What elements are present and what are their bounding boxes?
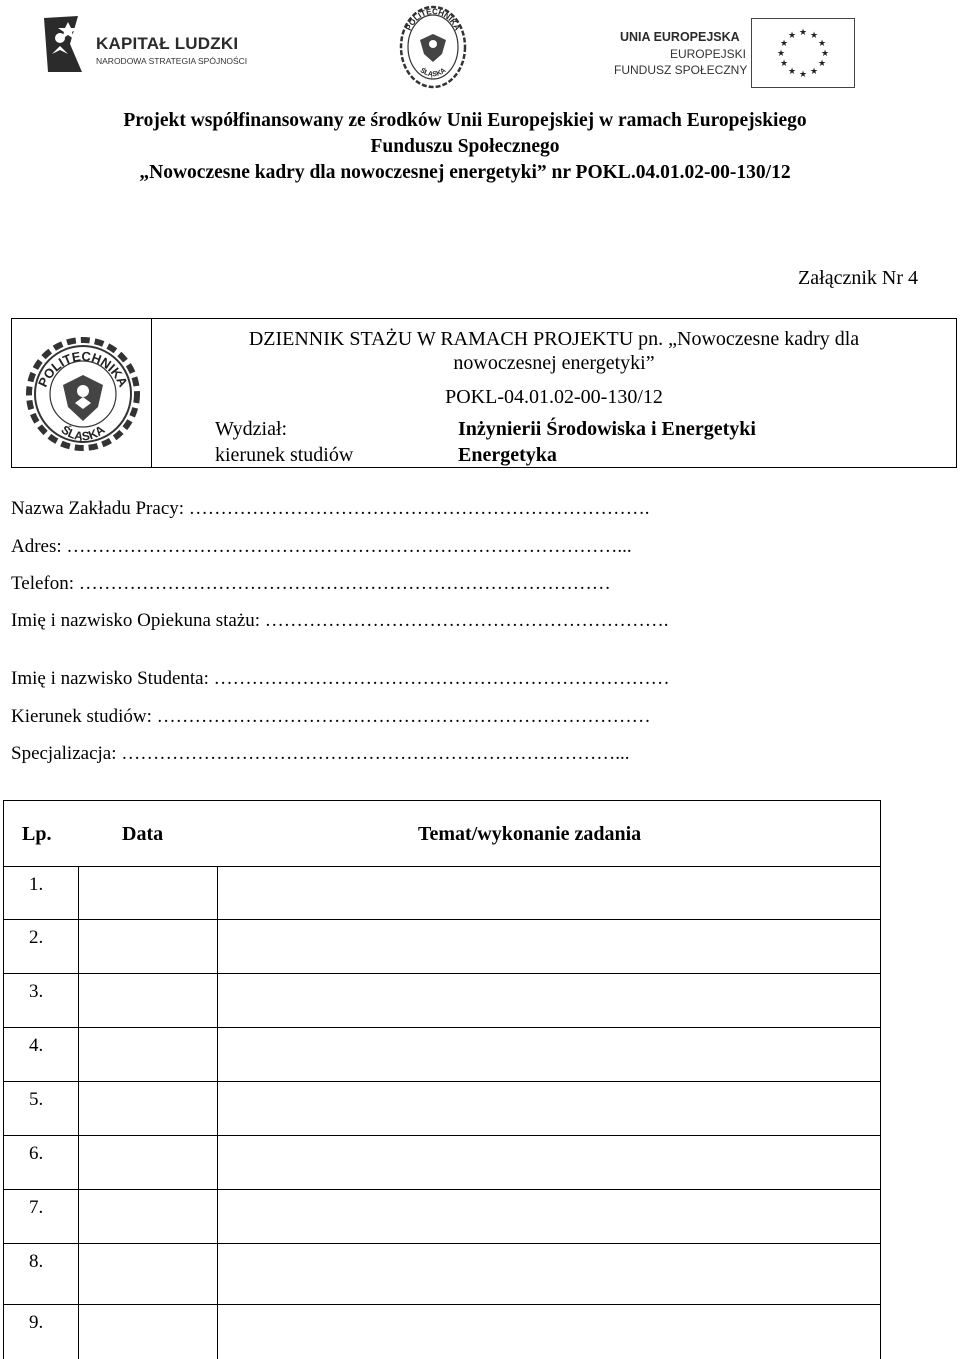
politechnika-seal-icon	[398, 4, 468, 90]
politechnika-logo-header	[398, 4, 468, 90]
svg-text:★: ★	[820, 49, 830, 59]
tasks-col-divider-1	[78, 867, 79, 1359]
attachment-label: Załącznik Nr 4	[798, 267, 918, 289]
faculty-label: Wydział:	[215, 418, 288, 440]
table-row-number: 8.	[29, 1251, 44, 1272]
project-heading-line2: Funduszu Społecznego	[370, 136, 560, 157]
tasks-col-divider-2	[217, 867, 218, 1359]
kapital-ludzki-subtitle: NARODOWA STRATEGIA SPÓJNOŚCI	[96, 56, 248, 66]
table-row-line	[4, 1135, 880, 1136]
table-row-number: 5.	[29, 1089, 44, 1110]
table-row-line	[4, 1243, 880, 1244]
table-row-number: 7.	[29, 1197, 44, 1218]
eu-flag-icon	[751, 18, 855, 88]
ue-line3: FUNDUSZ SPOŁECZNY	[614, 63, 748, 77]
ue-line2: EUROPEJSKI	[669, 47, 746, 61]
phone-field[interactable]: Telefon: …………………………………………………………………………	[11, 573, 611, 594]
svg-text:★: ★	[779, 59, 789, 69]
table-row-line	[4, 1027, 880, 1028]
course-field[interactable]: Kierunek studiów: ……………………………………………………………………	[11, 706, 651, 727]
col-header-lp: Lp.	[22, 823, 52, 845]
svg-text:ŚLĄSKA: ŚLĄSKA	[418, 67, 448, 79]
student-name-field[interactable]: Imię i nazwisko Studenta: ………………………………………………………………	[11, 668, 670, 689]
svg-text:★: ★	[787, 67, 797, 77]
tasks-header-separator	[4, 866, 880, 867]
svg-text:★: ★	[787, 31, 797, 41]
unia-europejska-logo	[612, 18, 858, 90]
svg-text:★: ★	[776, 49, 786, 59]
col-header-date: Data	[122, 823, 164, 845]
supervisor-name-field[interactable]: Imię i nazwisko Opiekuna stażu: ……………………………………………………….	[11, 610, 669, 631]
diary-project-code: POKL-04.01.02-00-130/12	[445, 386, 663, 408]
table-row-line	[4, 1081, 880, 1082]
svg-text:★: ★	[817, 39, 827, 49]
svg-text:★: ★	[809, 67, 819, 77]
diary-header-table	[11, 318, 957, 468]
field-of-study-label: kierunek studiów	[215, 444, 354, 466]
table-row-number: 6.	[29, 1143, 44, 1164]
field-of-study-value: Energetyka	[458, 444, 557, 466]
svg-text:★: ★	[779, 39, 789, 49]
table-row-number: 1.	[29, 874, 44, 895]
svg-text:★: ★	[809, 31, 819, 41]
politechnika-logo-table	[26, 333, 140, 455]
svg-text:ŚLĄSKA: ŚLĄSKA	[58, 422, 108, 444]
project-heading-line1: Projekt współfinansowany ze środków Unii Europejskiej w ramach Europejskiego	[123, 110, 807, 131]
specialization-field[interactable]: Specjalizacja: ……………………………………………………………………...	[11, 743, 630, 764]
politechnika-gear-seal-icon	[26, 333, 140, 455]
table-row-line	[4, 919, 880, 920]
table-row-line	[4, 1189, 880, 1190]
svg-text:POLITECHNIKA: POLITECHNIKA	[35, 348, 131, 390]
diary-title-line2: nowoczesnej energetyki”	[453, 352, 655, 374]
table-row-line	[4, 1304, 880, 1305]
kapital-ludzki-logo	[38, 14, 248, 74]
kapital-ludzki-name: KAPITAŁ LUDZKI	[96, 34, 239, 53]
svg-text:★: ★	[798, 28, 808, 38]
svg-text:★: ★	[798, 70, 808, 80]
project-heading-line3: „Nowoczesne kadry dla nowoczesnej energetyki” nr POKL.04.01.02-00-130/12	[139, 162, 791, 183]
tasks-table	[3, 800, 881, 1359]
table-row-number: 9.	[29, 1312, 44, 1333]
svg-text:★: ★	[817, 59, 827, 69]
col-header-task: Temat/wykonanie zadania	[418, 823, 642, 845]
ue-line1: UNIA EUROPEJSKA	[620, 30, 740, 44]
table-row-number: 4.	[29, 1035, 44, 1056]
diary-title-line1: DZIENNIK STAŻU W RAMACH PROJEKTU pn. „Nowoczesne kadry dla	[248, 328, 860, 350]
svg-text:POLITECHNIKA: POLITECHNIKA	[404, 6, 462, 32]
table-row-number: 2.	[29, 927, 44, 948]
workplace-name-field[interactable]: Nazwa Zakładu Pracy: ……………………………………………………………….	[11, 498, 650, 519]
kapital-ludzki-emblem-icon	[38, 14, 86, 74]
address-field[interactable]: Adres: ……………………………………………………………………………...	[11, 536, 632, 557]
table-row-number: 3.	[29, 981, 44, 1002]
table-row-line	[4, 973, 880, 974]
faculty-value: Inżynierii Środowiska i Energetyki	[458, 418, 756, 440]
